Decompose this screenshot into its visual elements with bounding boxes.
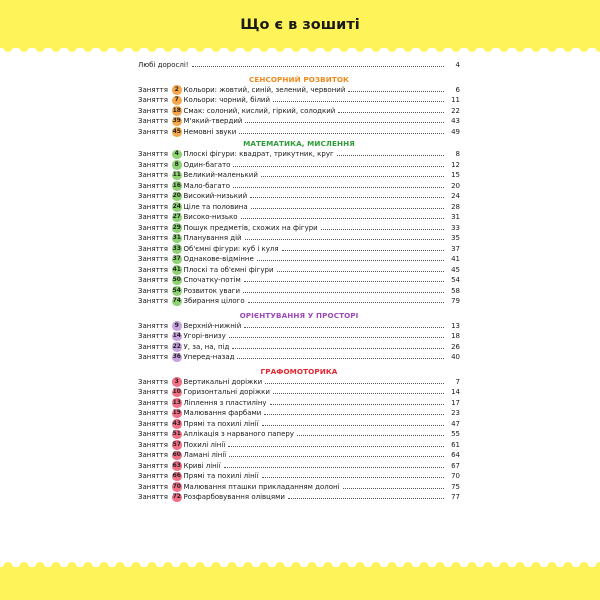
lesson-page-number: 41 [451,255,460,263]
lesson-label: Заняття [138,265,168,274]
lesson-page-number: 11 [451,96,460,104]
lesson-number-badge: 24 [172,202,181,210]
section-header: МАТЕМАТИКА, МИСЛЕННЯ [243,139,355,148]
lesson-title: Верхній-нижній [183,321,242,330]
lesson-label: Заняття [138,430,168,438]
lesson-label: Заняття [138,482,168,491]
lesson-number-badge: 72 [172,493,181,501]
lesson-page-number: 43 [451,117,460,125]
lesson-title: Похилі лінії [183,440,226,449]
lesson-row[interactable] [138,202,460,213]
lesson-row[interactable] [138,352,460,363]
lesson-title: Смак: солоний, кислий, гіркий, солодкий [183,106,336,115]
dot-leader [250,191,444,198]
lesson-row[interactable] [138,95,460,106]
lesson-row[interactable] [138,265,460,276]
lesson-page-number: 67 [451,461,460,470]
lesson-row[interactable] [138,181,460,192]
lesson-number-badge: 31 [172,234,181,242]
lesson-row[interactable] [138,387,460,398]
lesson-title: Високий-низький [183,192,248,200]
lesson-label: Заняття [138,377,168,386]
dot-leader [245,116,444,123]
lesson-page-number: 22 [451,106,460,115]
lesson-row[interactable] [138,482,460,493]
lesson-label: Заняття [138,409,168,417]
lesson-row[interactable] [138,191,460,202]
lesson-row[interactable] [138,223,460,234]
lesson-number-badge: 70 [172,482,181,490]
lesson-label: Заняття [138,461,168,470]
lesson-label: Заняття [138,181,168,190]
lesson-number-badge: 29 [172,223,181,231]
intro-page-number: 4 [455,61,460,69]
lesson-title: Розвиток уваги [183,286,240,295]
dot-leader [241,212,444,219]
lesson-row[interactable] [138,419,460,430]
lesson-page-number: 7 [455,377,460,386]
lesson-title: Малювання фарбами [183,409,262,417]
lesson-label: Заняття [138,202,168,211]
lesson-number-badge: 66 [172,472,181,480]
lesson-page-number: 8 [455,150,460,158]
lesson-label: Заняття [138,106,168,115]
lesson-title: Малювання пташки прикладанням долоні [183,482,340,491]
section-header: СЕНСОРНИЙ РОЗВИТОК [248,74,350,84]
lesson-label: Заняття [138,440,168,449]
lesson-number-badge: 43 [172,419,181,427]
lesson-label: Заняття [138,150,168,158]
lesson-row[interactable] [138,331,460,342]
lesson-number-badge: 20 [172,192,181,200]
lesson-row[interactable] [138,286,460,297]
lesson-row[interactable] [138,106,460,117]
lesson-title: Прямі та похилі лінії [183,419,259,428]
lesson-row[interactable] [138,492,460,503]
lesson-title: Кольори: жовтий, синій, зелений, червоний [183,85,346,94]
lesson-number-badge: 10 [172,388,181,396]
lesson-page-number: 26 [451,342,460,351]
lesson-number-badge: 41 [172,265,181,273]
lesson-title: Ліплення з пластиліну [183,398,267,407]
dot-leader [282,244,444,251]
lesson-title: Пошук предметів, схожих на фігури [183,223,318,232]
lesson-number-badge: 45 [172,127,181,135]
lesson-title: Плоскі та об'ємні фігури [183,265,274,274]
lesson-label: Заняття [138,493,168,501]
lesson-row[interactable] [138,471,460,482]
dot-leader [224,461,444,468]
lesson-number-badge: 22 [172,342,181,350]
lesson-title: Великий-маленький [183,171,258,179]
section-sensory-development [138,75,460,138]
dot-leader [244,321,444,328]
top-scalloped-edge [0,40,600,54]
lesson-number-badge: 74 [172,297,181,305]
lesson-row[interactable] [138,160,460,171]
lesson-number-badge: 2 [172,85,182,95]
lesson-title: Горизонтальні доріжки [183,388,270,396]
dot-leader [273,387,444,394]
section-header: ОРІЄНТУВАННЯ У ПРОСТОРІ [239,310,359,320]
lesson-row[interactable] [138,377,460,388]
dot-leader [233,160,444,167]
section-spatial-orientation [138,311,460,363]
lesson-label: Заняття [138,472,168,480]
lesson-label: Заняття [138,353,168,361]
lesson-page-number: 58 [451,286,460,295]
lesson-page-number: 17 [451,398,460,407]
lesson-title: Спочатку-потім [183,276,241,284]
lesson-page-number: 14 [451,388,460,396]
lesson-title: Ламані лінії [183,451,227,459]
lesson-label: Заняття [138,419,168,428]
lesson-page-number: 64 [451,451,460,459]
lesson-title: Розфарбовування олівцями [183,493,285,501]
lesson-title: Криві лінії [183,461,221,470]
dot-leader [261,170,444,177]
lesson-row[interactable] [138,149,460,160]
lesson-row[interactable] [138,212,460,223]
lesson-title: Збирання цілого [183,297,245,305]
lesson-title: Плоскі фігури: квадрат, трикутник, круг [183,150,334,158]
lesson-number-badge: 8 [172,160,182,170]
lesson-page-number: 37 [451,244,460,253]
lesson-row[interactable] [138,461,460,472]
lesson-label: Заняття [138,96,168,104]
bottom-yellow-band [0,567,600,600]
table-of-contents [138,60,460,503]
lesson-label: Заняття [138,255,168,263]
lesson-number-badge: 51 [172,430,181,438]
dot-leader [262,471,444,478]
dot-leader [233,181,444,188]
page-title: Що є в зошиті [240,17,360,33]
lesson-row[interactable] [138,440,460,451]
lesson-number-badge: 39 [172,117,181,125]
lesson-label: Заняття [138,223,168,232]
dot-leader [229,450,444,457]
lesson-title: Угорі-внизу [183,332,226,340]
dot-leader [244,275,444,282]
lesson-page-number: 35 [451,234,460,242]
lesson-page-number: 15 [451,171,460,179]
dot-leader [245,233,444,240]
lesson-row[interactable] [138,342,460,353]
lesson-number-badge: 11 [172,171,181,179]
lesson-number-badge: 60 [172,451,181,459]
dot-leader [192,60,444,67]
lesson-title: Однакове-відмінне [183,255,254,263]
dot-leader [228,440,444,447]
lesson-label: Заняття [138,127,168,136]
lesson-page-number: 54 [451,276,460,284]
lesson-title: Мало-багато [183,181,231,190]
dot-leader [262,419,444,426]
lesson-row[interactable] [138,85,460,96]
dot-leader [321,223,444,230]
lesson-title: Вертикальні доріжки [183,377,263,386]
lesson-number-badge: 57 [172,440,181,448]
lesson-page-number: 33 [451,223,460,232]
lesson-title: Високо-низько [183,213,238,221]
dot-leader [265,377,444,384]
lesson-number-badge: 50 [172,276,181,284]
lesson-page-number: 79 [451,297,460,305]
lesson-page-number: 24 [451,192,460,200]
lesson-number-badge: 33 [172,244,181,252]
lesson-number-badge: 19 [172,409,181,417]
dot-leader [264,408,444,415]
lesson-number-badge: 36 [172,353,181,361]
lesson-title: Прямі та похилі лінії [183,472,259,480]
dot-leader [338,106,444,113]
lesson-title: Немовні звуки [183,127,237,136]
lesson-title: Об'ємні фігури: куб і куля [183,244,279,253]
lesson-number-badge: 54 [172,286,181,294]
dot-leader [232,342,444,349]
section-math-thinking [138,139,460,307]
lesson-number-badge: 4 [172,150,182,160]
lesson-label: Заняття [138,286,168,295]
lesson-page-number: 31 [451,213,460,221]
lesson-number-badge: 63 [172,461,181,469]
lesson-number-badge: 16 [172,181,181,189]
lesson-label: Заняття [138,192,168,200]
dot-leader [248,296,444,303]
lesson-page-number: 40 [451,353,460,361]
lesson-label: Заняття [138,117,168,125]
lesson-page-number: 23 [451,409,460,417]
lesson-title: Кольори: чорний, білий [183,96,271,104]
lesson-title: Планування дій [183,234,242,242]
lesson-label: Заняття [138,297,168,305]
lesson-title: Один-багато [183,160,231,169]
dot-leader [237,352,444,359]
dot-leader [270,398,444,405]
lesson-title: Аплікація з нарваного паперу [183,430,294,438]
lesson-row[interactable] [138,170,460,181]
lesson-label: Заняття [138,160,168,169]
lesson-number-badge: 27 [172,213,181,221]
lesson-row[interactable] [138,127,460,138]
lesson-page-number: 28 [451,202,460,211]
lesson-label: Заняття [138,321,168,330]
lesson-row[interactable] [138,233,460,244]
intro-row[interactable] [138,60,460,71]
lesson-label: Заняття [138,451,168,459]
lesson-number-badge: 7 [172,96,182,106]
lesson-number-badge: 13 [172,398,181,406]
lesson-row[interactable] [138,398,460,409]
intro-title: Любі дорослі! [138,61,189,69]
dot-leader [251,202,444,209]
dot-leader [348,85,444,92]
lesson-page-number: 70 [451,472,460,480]
lesson-title: Уперед-назад [183,353,235,361]
lesson-label: Заняття [138,234,168,242]
lesson-row[interactable] [138,450,460,461]
lesson-row[interactable] [138,408,460,419]
lesson-label: Заняття [138,398,168,407]
dot-leader [343,482,444,489]
lesson-title: У, за, на, під [183,342,230,351]
dot-leader [257,254,444,261]
lesson-row[interactable] [138,275,460,286]
lesson-label: Заняття [138,85,168,94]
lesson-page-number: 47 [451,419,460,428]
lesson-row[interactable] [138,244,460,255]
lesson-number-badge: 18 [172,106,181,114]
lesson-number-badge: 3 [172,377,182,387]
lesson-page-number: 18 [451,332,460,340]
lesson-page-number: 20 [451,181,460,190]
lesson-row[interactable] [138,254,460,265]
lesson-page-number: 77 [451,493,460,501]
lesson-page-number: 13 [451,321,460,330]
lesson-page-number: 61 [451,440,460,449]
lesson-label: Заняття [138,213,168,221]
dot-leader [239,127,444,134]
lesson-label: Заняття [138,171,168,179]
lesson-label: Заняття [138,388,168,396]
lesson-page-number: 6 [455,85,460,94]
dot-leader [288,492,444,499]
lesson-row[interactable] [138,321,460,332]
dot-leader [297,429,444,436]
section-header: ГРАФОМОТОРИКА [260,366,338,376]
lesson-row[interactable] [138,296,460,307]
lesson-page-number: 45 [451,265,460,274]
lesson-label: Заняття [138,342,168,351]
lesson-page-number: 75 [451,482,460,491]
dot-leader [273,95,444,102]
lesson-title: Ціле та половина [183,202,248,211]
lesson-row[interactable] [138,429,460,440]
lesson-number-badge: 37 [172,255,181,263]
dot-leader [277,265,445,272]
dot-leader [337,149,444,156]
lesson-title: М'який-твердий [183,117,243,125]
lesson-page-number: 12 [451,160,460,169]
dot-leader [243,286,444,293]
lesson-page-number: 49 [451,127,460,136]
section-graphomotor [138,367,460,503]
lesson-label: Заняття [138,276,168,284]
dot-leader [229,331,444,338]
lesson-page-number: 55 [451,430,460,438]
lesson-label: Заняття [138,332,168,340]
lesson-label: Заняття [138,244,168,253]
lesson-number-badge: 9 [172,321,182,331]
lesson-number-badge: 14 [172,332,181,340]
lesson-row[interactable] [138,116,460,127]
